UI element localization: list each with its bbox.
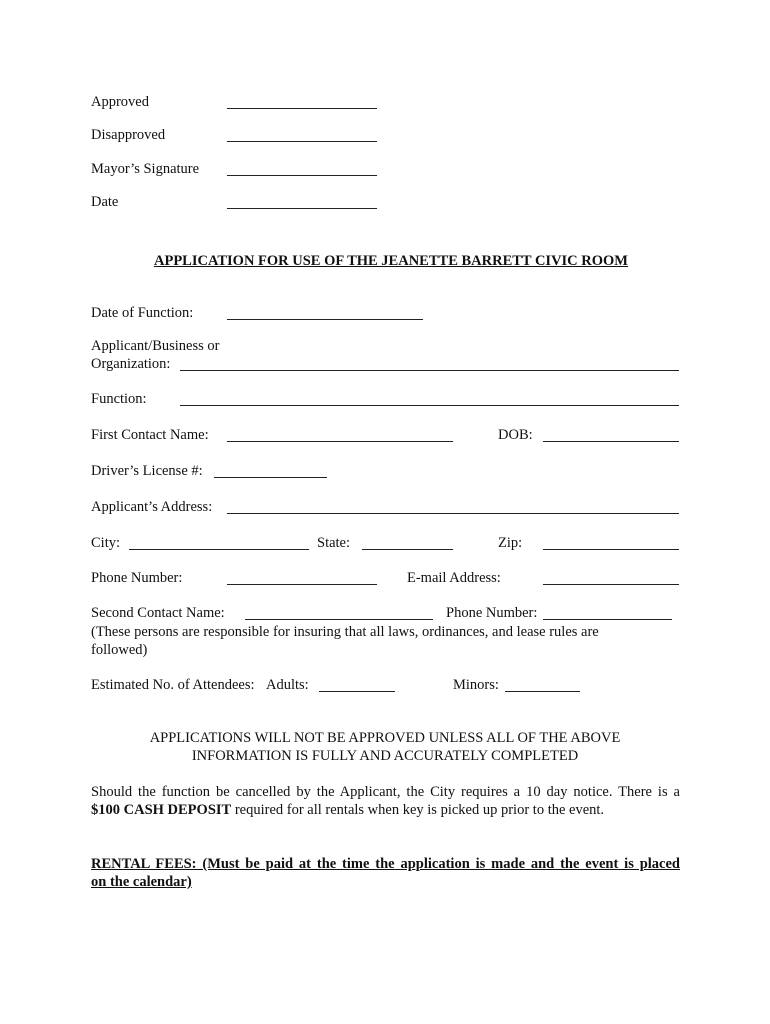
notice-line2: INFORMATION IS FULLY AND ACCURATELY COMPLETED	[191, 748, 579, 764]
date-of-function-line[interactable]	[227, 319, 423, 320]
email-line[interactable]	[543, 584, 679, 585]
applicant-line[interactable]	[180, 370, 679, 371]
adults-line[interactable]	[319, 691, 395, 692]
minors-line[interactable]	[505, 691, 580, 692]
cancellation-text-line1: Should the function be cancelled by the Applicant, the City requires a 10 day notice. There is a	[91, 784, 680, 800]
rental-fees-line1: RENTAL FEES: (Must be paid at the time the application is made and the event is placed	[91, 856, 680, 872]
mayors-signature-line[interactable]	[227, 175, 377, 176]
responsible-note-line2: followed)	[91, 642, 148, 658]
city-label: City:	[91, 535, 121, 551]
function-line[interactable]	[180, 405, 679, 406]
approval-date-label: Date	[91, 194, 119, 210]
second-phone-label: Phone Number:	[446, 605, 538, 621]
notice-line1: APPLICATIONS WILL NOT BE APPROVED UNLESS ALL OF THE ABOVE	[149, 730, 621, 746]
state-line[interactable]	[362, 549, 453, 550]
approval-date-line[interactable]	[227, 208, 377, 209]
state-label: State:	[317, 535, 351, 551]
function-label: Function:	[91, 391, 147, 407]
second-phone-line[interactable]	[543, 619, 672, 620]
attendees-label: Estimated No. of Attendees:	[91, 677, 255, 693]
rental-fees-line2: on the calendar)	[91, 874, 192, 890]
dob-line[interactable]	[543, 441, 679, 442]
phone-label: Phone Number:	[91, 570, 183, 586]
drivers-license-line[interactable]	[214, 477, 327, 478]
zip-line[interactable]	[543, 549, 679, 550]
dob-label: DOB:	[498, 427, 533, 443]
cash-deposit-text: $100 CASH DEPOSIT	[91, 802, 232, 818]
city-line[interactable]	[129, 549, 309, 550]
first-contact-label: First Contact Name:	[91, 427, 209, 443]
cancellation-text-line2	[91, 802, 604, 819]
minors-label: Minors:	[453, 677, 499, 693]
disapproved-line[interactable]	[227, 141, 377, 142]
cancellation-text-after: required for all rentals when key is picked up prior to the event.	[231, 802, 605, 818]
page-title: APPLICATION FOR USE OF THE JEANETTE BARRETT CIVIC ROOM	[153, 253, 628, 269]
applicant-label-line1: Applicant/Business or	[91, 338, 220, 354]
second-contact-line[interactable]	[245, 619, 433, 620]
approved-label: Approved	[91, 94, 149, 110]
mayors-signature-label: Mayor’s Signature	[91, 161, 200, 177]
approved-line[interactable]	[227, 108, 377, 109]
first-contact-line[interactable]	[227, 441, 453, 442]
zip-label: Zip:	[498, 535, 523, 551]
date-of-function-label: Date of Function:	[91, 305, 194, 321]
drivers-license-label: Driver’s License #:	[91, 463, 203, 479]
email-label: E-mail Address:	[407, 570, 501, 586]
applicant-label-line2: Organization:	[91, 356, 171, 372]
disapproved-label: Disapproved	[91, 127, 166, 143]
address-line[interactable]	[227, 513, 679, 514]
phone-line[interactable]	[227, 584, 377, 585]
adults-label: Adults:	[266, 677, 309, 693]
second-contact-label: Second Contact Name:	[91, 605, 225, 621]
address-label: Applicant’s Address:	[91, 499, 213, 515]
responsible-note-line1: (These persons are responsible for insuring that all laws, ordinances, and lease rules are	[91, 624, 599, 640]
